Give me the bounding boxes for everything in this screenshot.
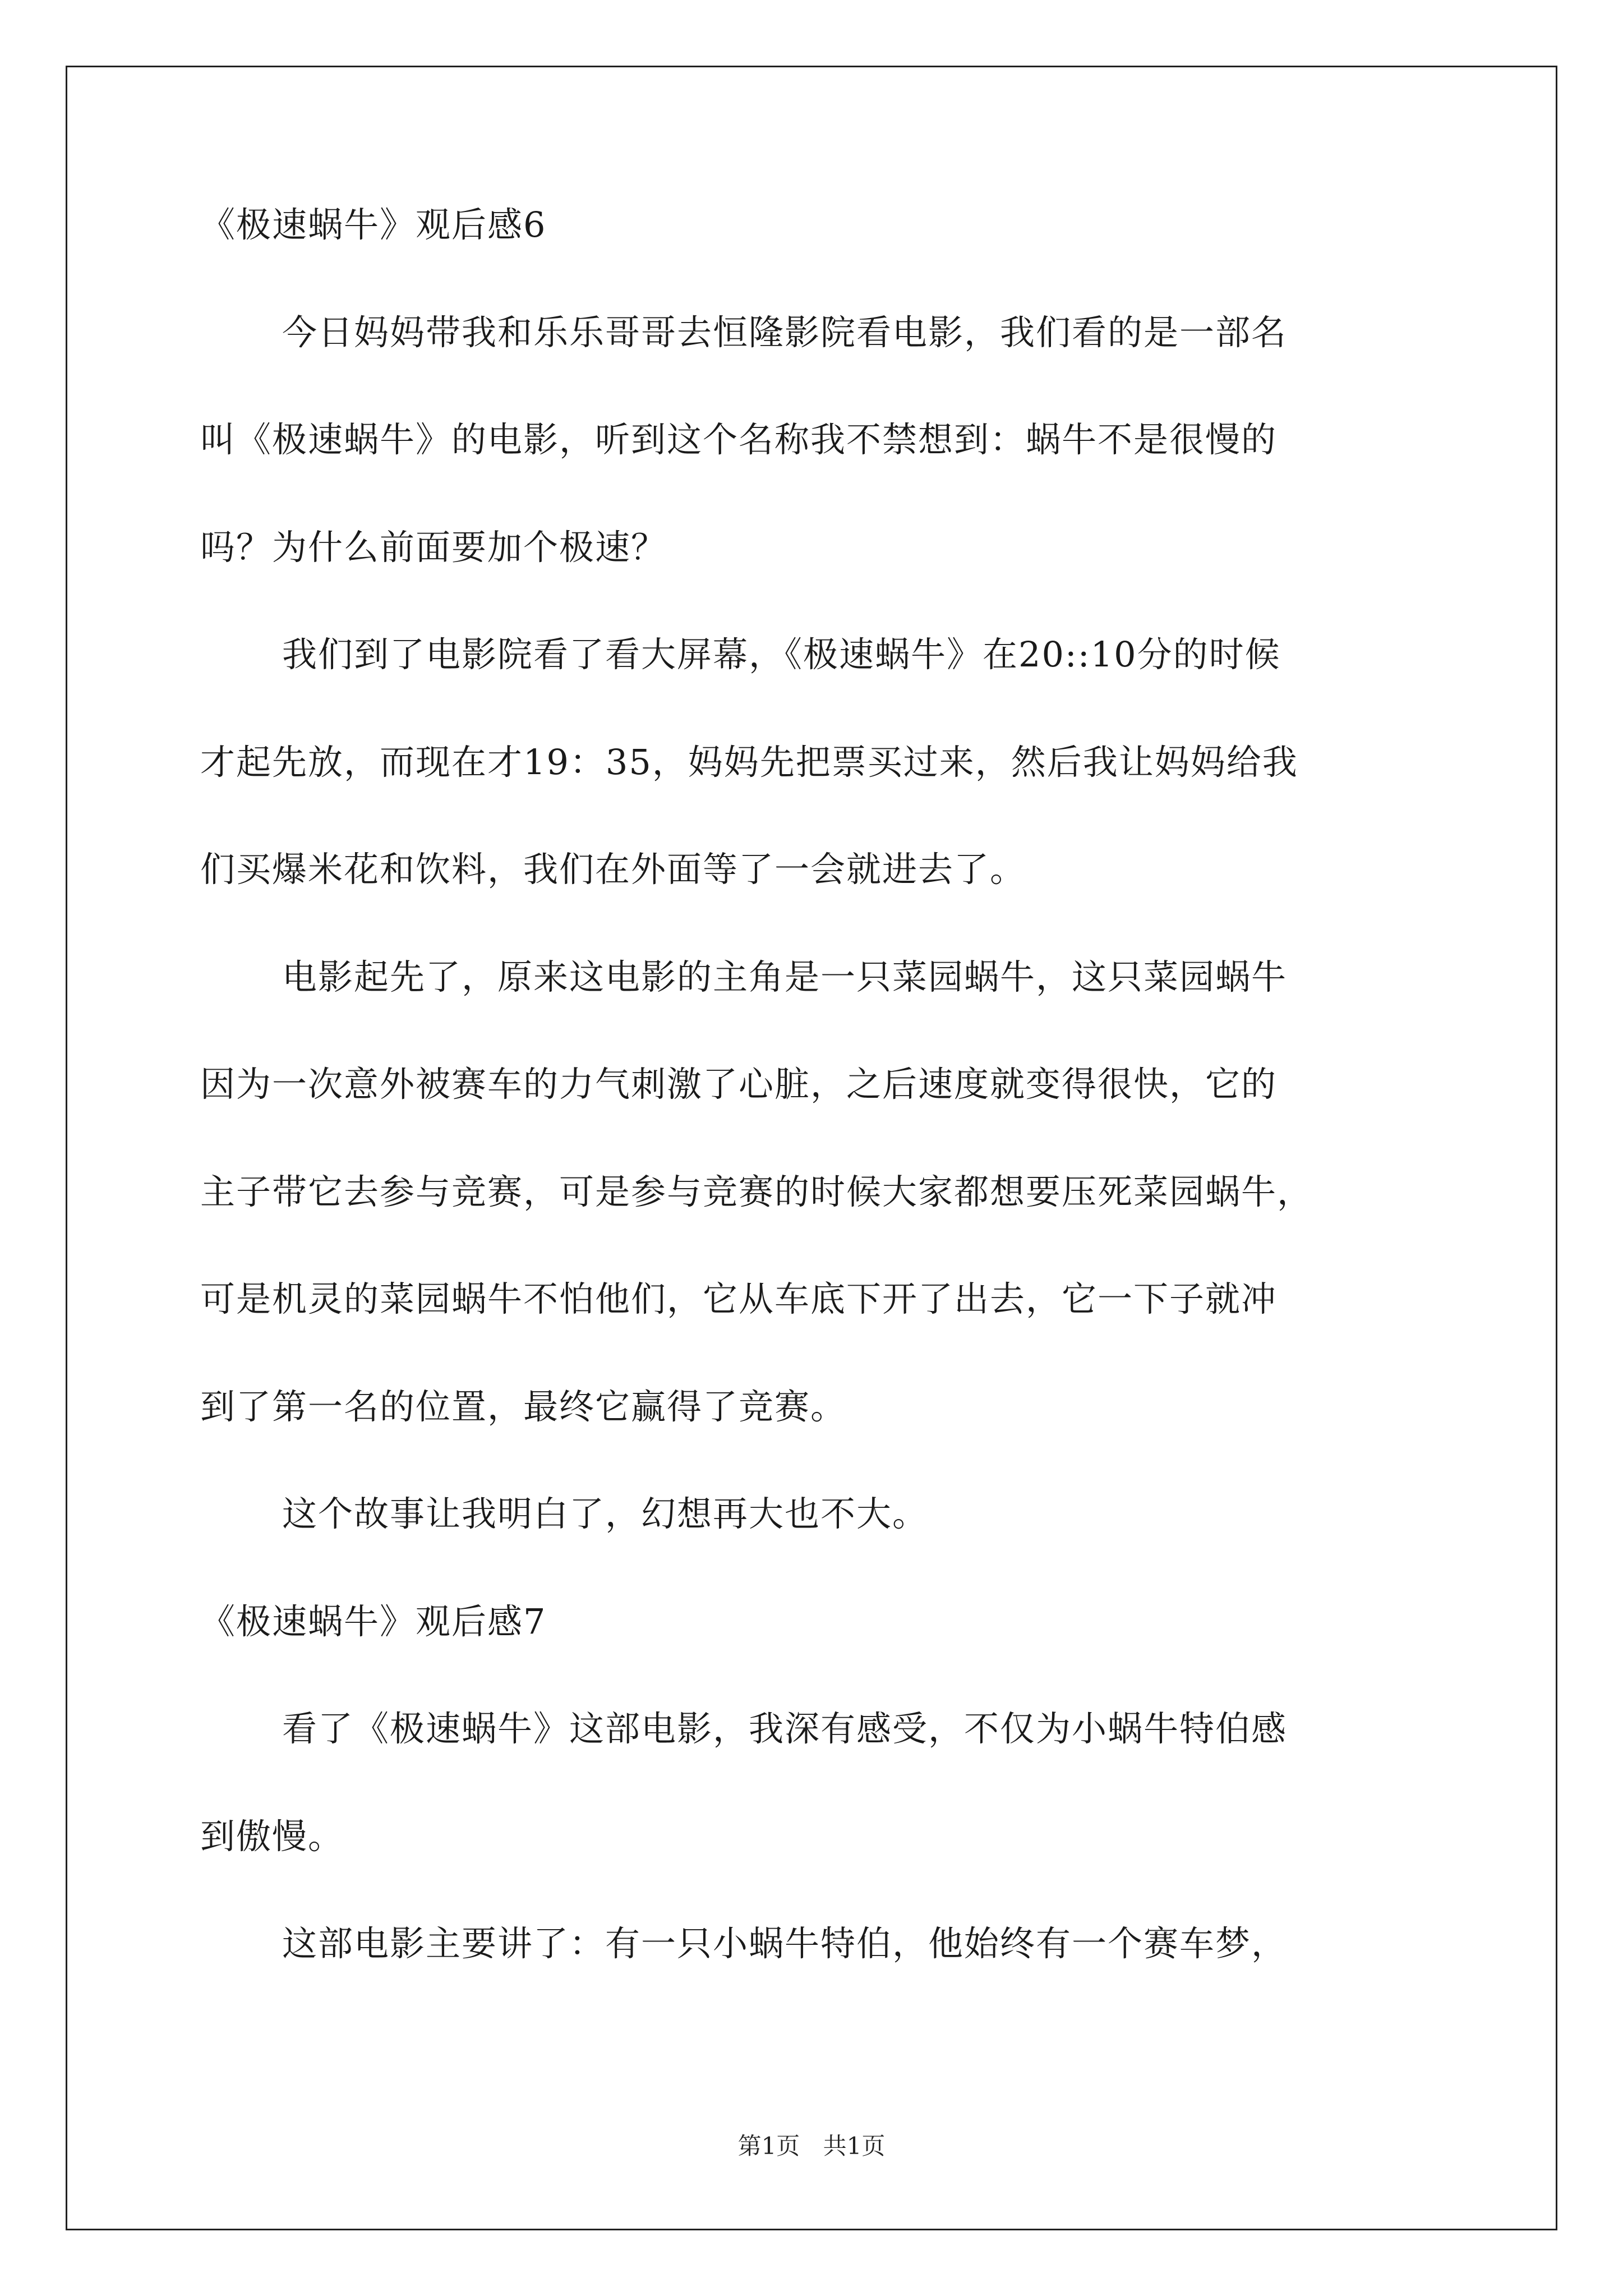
- paragraph-line: 们买爆米花和饮料，我们在外面等了一会就进去了。: [200, 849, 1026, 890]
- paragraph-line: 这个故事让我明白了，幻想再大也不大。: [282, 1493, 929, 1534]
- paragraph-line: 可是机灵的菜园蜗牛不怕他们，它从车底下开了出去，它一下子就冲: [200, 1278, 1278, 1319]
- paragraph-line: 到了第一名的位置，最终它赢得了竞赛。: [200, 1386, 847, 1427]
- paragraph-line: 到傲慢。: [200, 1816, 344, 1857]
- paragraph-line: 主子带它去参与竞赛，可是参与竞赛的时候大家都想要压死菜园蜗牛，: [200, 1171, 1313, 1212]
- section-heading: 《极速蜗牛》观后感6: [200, 204, 547, 245]
- page-footer: [0, 2134, 1623, 2158]
- paragraph-line: 这部电影主要讲了：有一只小蜗牛特伯，他始终有一个赛车梦，: [282, 1923, 1288, 1964]
- section-heading: 《极速蜗牛》观后感7: [200, 1601, 547, 1642]
- paragraph-line: 看了《极速蜗牛》这部电影，我深有感受，不仅为小蜗牛特伯感: [282, 1708, 1288, 1749]
- paragraph-line: 因为一次意外被赛车的力气刺激了心脏，之后速度就变得很快，它的: [200, 1064, 1278, 1105]
- paragraph-line: 吗？为什么前面要加个极速？: [200, 527, 667, 568]
- page-total: 共1页: [823, 2132, 886, 2160]
- paragraph-line: 叫《极速蜗牛》的电影，听到这个名称我不禁想到：蜗牛不是很慢的: [200, 419, 1278, 460]
- page-border: [66, 66, 1557, 2230]
- page-number: 第1页: [737, 2132, 800, 2160]
- paragraph-line: 我们到了电影院看了看大屏幕，《极速蜗牛》在20::10分的时候: [282, 634, 1281, 675]
- paragraph-line: 电影起先了，原来这电影的主角是一只菜园蜗牛，这只菜园蜗牛: [282, 956, 1288, 997]
- paragraph-line: 今日妈妈带我和乐乐哥哥去恒隆影院看电影，我们看的是一部名: [282, 312, 1288, 353]
- paragraph-line: 才起先放，而现在才19：35，妈妈先把票买过来，然后我让妈妈给我: [200, 742, 1298, 783]
